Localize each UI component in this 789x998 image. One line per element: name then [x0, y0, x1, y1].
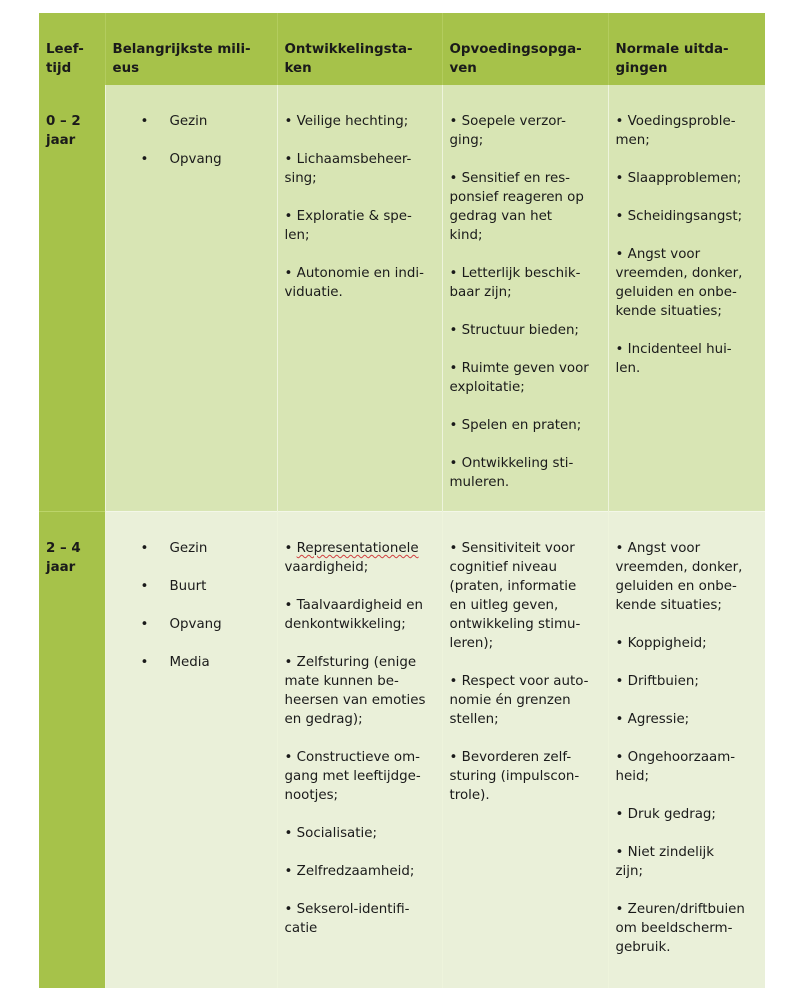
header-ontwikkelingstaken: Ontwikkelingsta- ken — [277, 13, 442, 85]
list-item: • Ongehoorzaam- heid; — [615, 750, 736, 784]
list-item: • Media — [141, 653, 270, 672]
list-item: • Exploratie & spe- len; — [284, 209, 412, 243]
ontwikkelingstaken-cell — [277, 512, 442, 989]
table-row-0-2 — [39, 85, 765, 512]
header-row — [39, 13, 765, 85]
list-item: • Slaapproblemen; — [615, 171, 742, 186]
spellcheck-word[interactable]: Representationele — [296, 541, 419, 556]
list-item: • Angst voor vreemden, donker, geluiden en onbe- kende situaties; — [615, 247, 743, 319]
list-item: • Taalvaardigheid en denkontwikkeling; — [284, 598, 424, 632]
list-item: • Sensitief en res- ponsief reageren op gedrag van het kind; — [449, 171, 584, 243]
milieus-list — [113, 112, 270, 169]
header-uitdagingen: Normale uitda- gingen — [608, 13, 765, 85]
list-item: • Respect voor auto- nomie én grenzen stellen; — [449, 674, 589, 727]
list-item: • Gezin — [141, 112, 270, 131]
list-item: • Sekserol-identifi- catie — [284, 902, 410, 936]
list-item: • Constructieve om- gang met leeftijdge- nootjes; — [284, 750, 421, 803]
list-item: • Soepele verzor- ging; — [449, 114, 566, 148]
table-row-2-4 — [39, 512, 765, 989]
list-item: • Socialisatie; — [284, 826, 377, 841]
list-item: • Spelen en praten; — [449, 418, 582, 433]
ontwikkelingstaken-cell — [277, 85, 442, 512]
list-item: • Sensitiviteit voor cognitief niveau (praten, informatie en uitleg geven, ontwikkeling stimu- leren); — [449, 541, 581, 651]
list-item: • Bevorderen zelf- sturing (impulscon- trole). — [449, 750, 580, 803]
list-item: • Autonomie en indi- viduatie. — [284, 266, 424, 300]
list-item: • Incidenteel hui- len. — [615, 342, 732, 376]
list-item: • Voedingsproble- men; — [615, 114, 736, 148]
list-item: • Zelfredzaamheid; — [284, 864, 415, 879]
list-item: • Angst voor vreemden, donker, geluiden en onbe- kende situaties; — [615, 541, 743, 613]
age-cell: 0 – 2 jaar — [39, 85, 105, 512]
header-leeftijd: Leef- tijd — [39, 13, 105, 85]
bullet: • — [284, 541, 297, 556]
list-item: • Veilige hechting; — [284, 114, 409, 129]
list-item: • Lichaamsbeheer- sing; — [284, 152, 412, 186]
list-item: • Zelfsturing (enige mate kunnen be- heersen van emoties en gedrag); — [284, 655, 426, 727]
milieus-cell — [105, 85, 277, 512]
opvoedingsopgaven-cell — [442, 512, 608, 989]
list-item — [285, 539, 435, 577]
list-item: • Scheidingsangst; — [615, 209, 743, 224]
list-item: • Driftbuien; — [615, 674, 699, 689]
list-item: • Gezin — [141, 539, 270, 558]
list-item: • Ontwikkeling sti- muleren. — [449, 456, 574, 490]
list-item: • Opvang — [141, 150, 270, 169]
milieus-cell — [105, 512, 277, 989]
uitdagingen-cell — [608, 85, 765, 512]
list-item: • Niet zindelijk zijn; — [615, 845, 715, 879]
list-item-text: vaardigheid; — [284, 560, 369, 575]
development-table — [39, 13, 765, 988]
list-item: • Letterlijk beschik- baar zijn; — [449, 266, 581, 300]
list-item: • Koppigheid; — [615, 636, 707, 651]
list-item: • Ruimte geven voor exploitatie; — [449, 361, 589, 395]
header-opvoedingsopgaven: Opvoedingsopga- ven — [442, 13, 608, 85]
list-item: • Zeuren/driftbuien om beeldscherm- gebruik. — [615, 902, 745, 955]
list-item: • Buurt — [141, 577, 270, 596]
list-item: • Druk gedrag; — [615, 807, 716, 822]
list-item: • Opvang — [141, 615, 270, 634]
uitdagingen-cell — [608, 512, 765, 989]
age-cell: 2 – 4 jaar — [39, 512, 105, 989]
milieus-list — [113, 539, 270, 672]
opvoedingsopgaven-cell — [442, 85, 608, 512]
list-item: • Structuur bieden; — [449, 323, 579, 338]
header-milieus: Belangrijkste mili- eus — [105, 13, 277, 85]
list-item: • Agressie; — [615, 712, 690, 727]
